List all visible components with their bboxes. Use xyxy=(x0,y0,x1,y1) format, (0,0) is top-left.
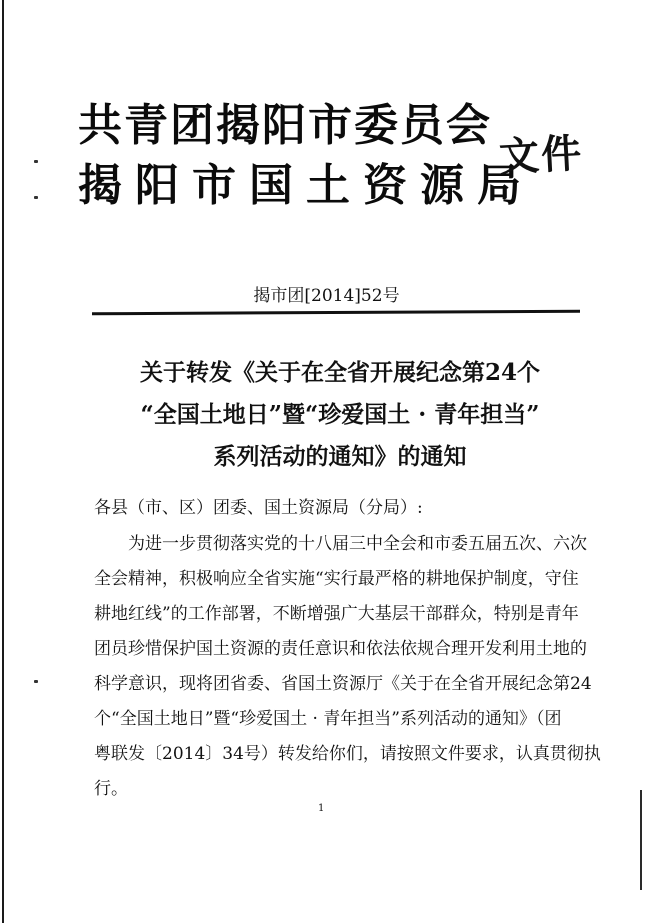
issuing-org-line-2: 揭阳市国土资源局 xyxy=(78,160,534,211)
body-line: 团员珍惜保护国土资源的责任意识和依法依规合理开发利用土地的 xyxy=(94,639,587,659)
body-line: 全会精神，积极响应全省实施“实行最严格的耕地保护制度，守住 xyxy=(94,569,579,589)
document-type-label: 文件 xyxy=(498,129,585,181)
body-line: 为进一步贯彻落实党的十八届三中全会和市委五届五次、六次 xyxy=(128,534,587,554)
addressee: 各县（市、区）团委、国土资源局（分局）: xyxy=(94,498,423,518)
issuing-org-line-1: 共青团揭阳市委员会 xyxy=(78,100,492,151)
scan-speck xyxy=(34,160,38,163)
body-line: 粤联发〔2014〕34号）转发给你们，请按照文件要求，认真贯彻执 xyxy=(94,744,601,764)
scan-edge-left xyxy=(2,0,4,923)
page-number: 1 xyxy=(318,803,325,814)
scan-edge-right xyxy=(640,790,642,890)
title-line-3: 系列活动的通知》的通知 xyxy=(213,443,467,470)
scan-speck xyxy=(34,680,38,683)
header-rule xyxy=(92,310,580,316)
title-line-1: 关于转发《关于在全省开展纪念第24个 xyxy=(139,359,540,386)
body-line: 个“全国土地日”暨“珍爱国土 · 青年担当”系列活动的通知》（团 xyxy=(94,709,562,729)
body-line: 耕地红线”的工作部署，不断增强广大基层干部群众，特别是青年 xyxy=(94,604,579,624)
body-line: 科学意识，现将团省委、省国土资源厅《关于在全省开展纪念第24 xyxy=(94,674,592,694)
body-line: 行。 xyxy=(94,779,128,799)
document-number: 揭市团[2014]52号 xyxy=(253,286,400,306)
title-line-2: “全国土地日”暨“珍爱国土 · 青年担当” xyxy=(140,401,540,428)
scan-speck xyxy=(34,196,38,199)
